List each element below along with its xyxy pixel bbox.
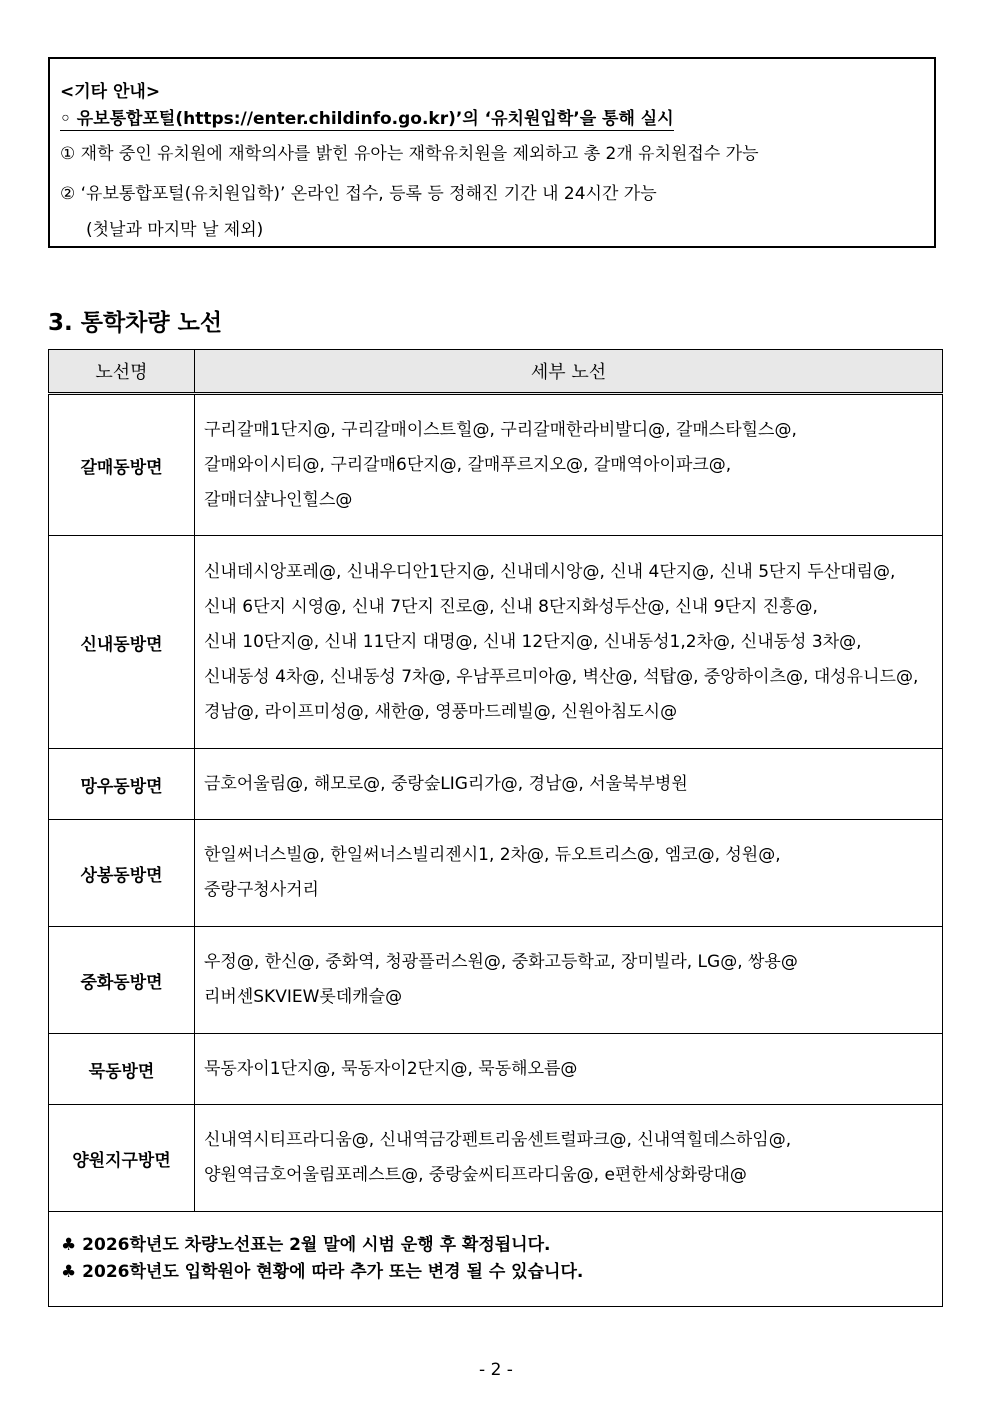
route-stops bbox=[195, 1105, 943, 1212]
route-name: 갈매동방면 bbox=[49, 394, 195, 536]
route-stops-line: 묵동자이1단지@, 묵동자이2단지@, 묵동해오름@ bbox=[204, 1058, 578, 1079]
table-row bbox=[49, 536, 943, 749]
route-stops bbox=[195, 1034, 943, 1105]
table-row bbox=[49, 1034, 943, 1105]
info-item-3: (첫날과 마지막 날 제외) bbox=[86, 220, 264, 240]
table-row bbox=[49, 394, 943, 536]
route-stops-line: 신내 6단지 시영@, 신내 7단지 진로@, 신내 8단지화성두산@, 신내 9단지 진흥@, bbox=[204, 596, 818, 617]
info-item-1: ① 재학 중인 유치원에 재학의사를 밝힌 유아는 재학유치원을 제외하고 총 2개 유치원접수 가능 bbox=[60, 144, 759, 164]
route-name: 양원지구방면 bbox=[49, 1105, 195, 1212]
note-line: ♣ 2026학년도 차량노선표는 2월 말에 시범 운행 후 확정됩니다. bbox=[61, 1235, 551, 1255]
route-stops bbox=[195, 536, 943, 749]
route-name: 묵동방면 bbox=[49, 1034, 195, 1105]
info-item-2: ② ‘유보통합포털(유치원입학)’ 온라인 접수, 등록 등 정해진 기간 내 24시간 가능 bbox=[60, 184, 657, 204]
info-title: <기타 안내> bbox=[60, 82, 161, 102]
route-stops-line: 신내 10단지@, 신내 11단지 대명@, 신내 12단지@, 신내동성1,2차@, 신내동성 3차@, bbox=[204, 631, 862, 652]
route-stops bbox=[195, 820, 943, 927]
table-row bbox=[49, 1105, 943, 1212]
route-stops bbox=[195, 927, 943, 1034]
table-header-row bbox=[49, 350, 943, 394]
route-stops-line: 갈매더샾나인힐스@ bbox=[204, 489, 353, 510]
route-stops bbox=[195, 749, 943, 820]
route-stops-line: 갈매와이시티@, 구리갈매6단지@, 갈매푸르지오@, 갈매역아이파크@, bbox=[204, 454, 732, 475]
header-route-name: 노선명 bbox=[49, 350, 195, 394]
route-stops-line: 신내데시앙포레@, 신내우디안1단지@, 신내데시앙@, 신내 4단지@, 신내 5단지 두산대림@, bbox=[204, 561, 896, 582]
page-number: - 2 - bbox=[479, 1360, 513, 1380]
table-notes-row bbox=[49, 1212, 943, 1307]
section-title: 3. 통학차량 노선 bbox=[48, 310, 223, 336]
route-name: 망우동방면 bbox=[49, 749, 195, 820]
header-route-detail: 세부 노선 bbox=[195, 350, 943, 394]
route-stops-line: 한일써너스빌@, 한일써너스빌리젠시1, 2차@, 듀오트리스@, 엠코@, 성원@, bbox=[204, 845, 781, 865]
table-row bbox=[49, 927, 943, 1034]
route-name: 중화동방면 bbox=[49, 927, 195, 1034]
table-row bbox=[49, 749, 943, 820]
info-box bbox=[48, 57, 936, 248]
route-stops-line: 구리갈매1단지@, 구리갈매이스트힐@, 구리갈매한라비발디@, 갈매스타힐스@, bbox=[204, 419, 797, 440]
table-row bbox=[49, 820, 943, 927]
info-bullet: ◦ 유보통합포털(https://enter.childinfo.go.kr)’의 ‘유치원입학’을 통해 실시 bbox=[60, 109, 674, 129]
route-stops-line: 우정@, 한신@, 중화역, 청광플러스원@, 중화고등학교, 장미빌라, LG@, 쌍용@ bbox=[204, 952, 798, 972]
route-stops-line: 신내동성 4차@, 신내동성 7차@, 우남푸르미아@, 벽산@, 석탑@, 중앙하이츠@, 대성유니드@, bbox=[204, 666, 919, 687]
route-stops-line: 신내역시티프라디움@, 신내역금강펜트리움센트럴파크@, 신내역힐데스하임@, bbox=[204, 1130, 792, 1150]
route-stops-line: 양원역금호어울림포레스트@, 중랑숲씨티프라디움@, e편한세상화랑대@ bbox=[204, 1165, 747, 1185]
route-stops-line: 리버센SKVIEW롯데캐슬@ bbox=[204, 987, 403, 1007]
route-name: 상봉동방면 bbox=[49, 820, 195, 927]
route-name: 신내동방면 bbox=[49, 536, 195, 749]
route-stops-line: 경남@, 라이프미성@, 새한@, 영풍마드레빌@, 신원아침도시@ bbox=[204, 701, 678, 722]
route-stops bbox=[195, 394, 943, 536]
route-stops-line: 중랑구청사거리 bbox=[204, 880, 319, 900]
note-line: ♣ 2026학년도 입학원아 현황에 따라 추가 또는 변경 될 수 있습니다. bbox=[61, 1262, 584, 1282]
route-stops-line: 금호어울림@, 해모로@, 중랑숲LIG리가@, 경남@, 서울북부병원 bbox=[204, 773, 688, 794]
table-notes bbox=[49, 1212, 943, 1307]
routes-table bbox=[48, 349, 943, 1307]
